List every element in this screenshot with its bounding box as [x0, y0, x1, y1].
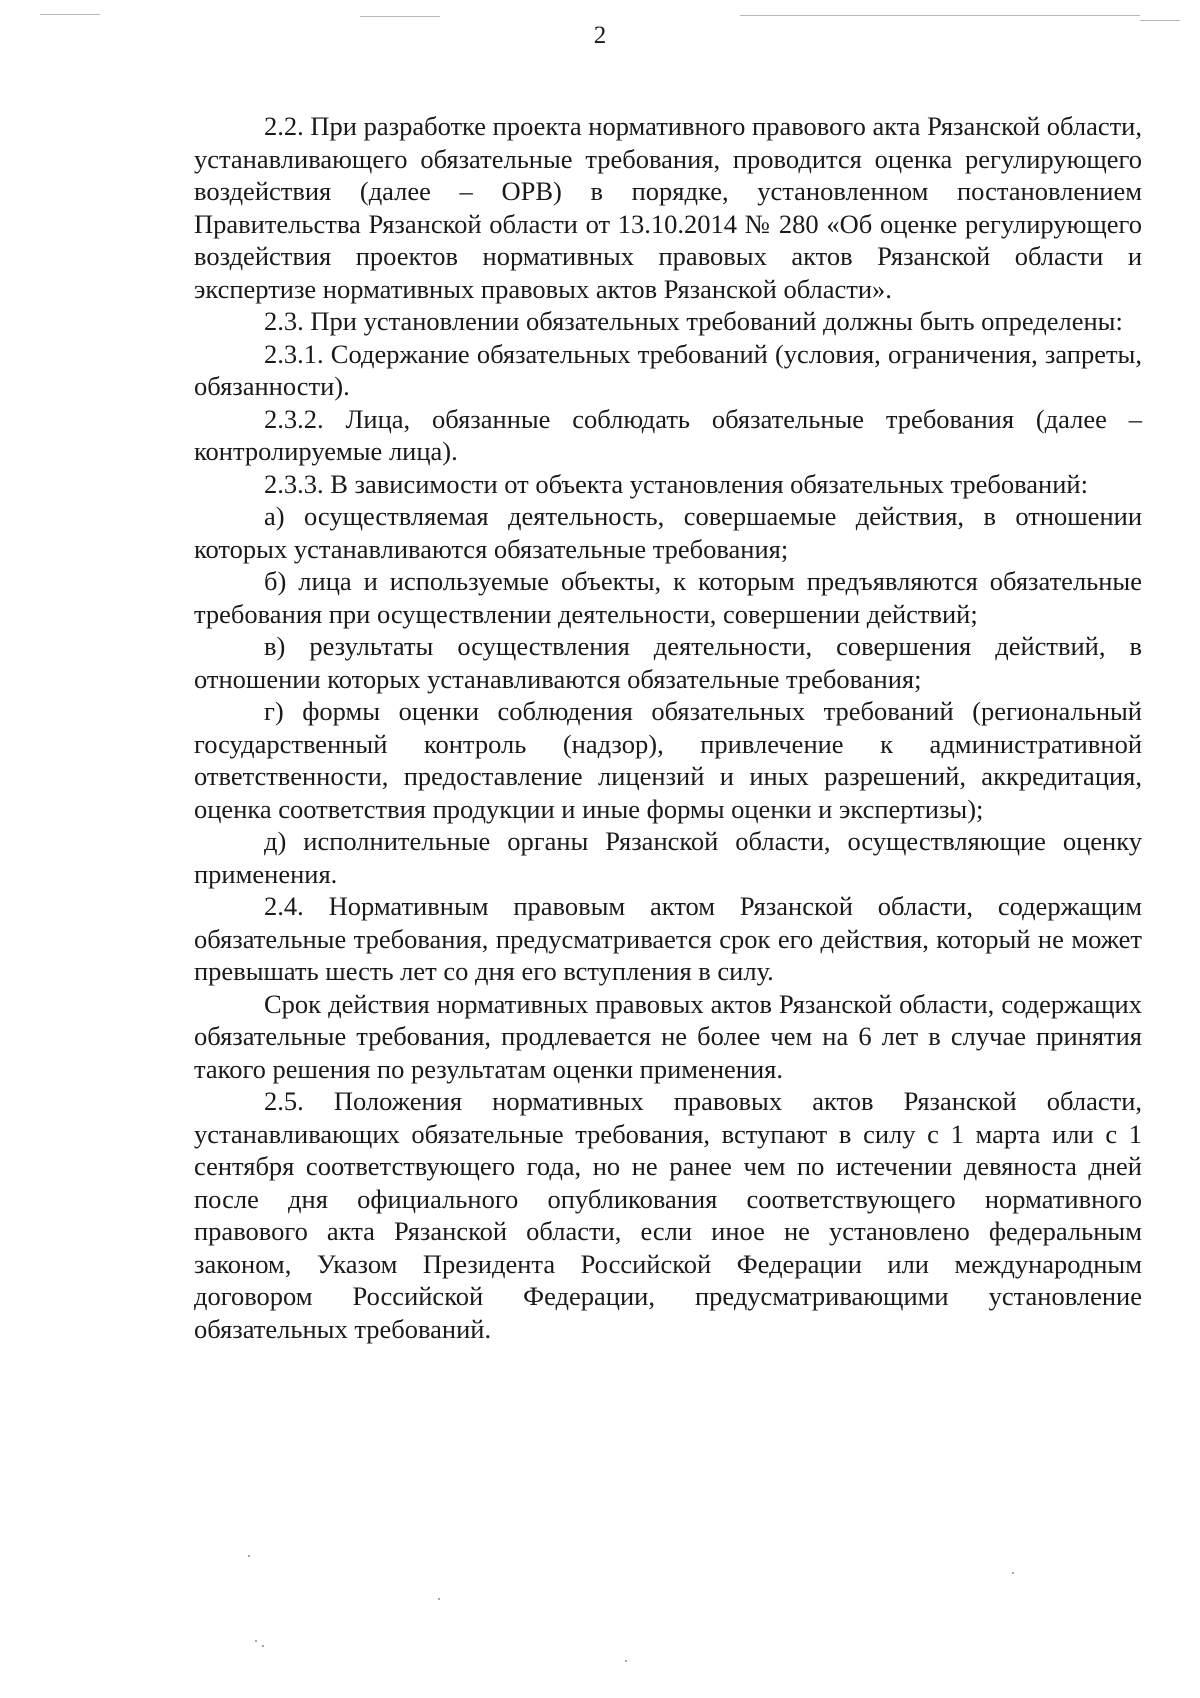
scan-artifact: [40, 14, 100, 15]
list-item-d: д) исполнительные органы Рязанской области, осуществляющие оценку применения.: [194, 826, 1142, 889]
scan-speck: [625, 1660, 627, 1662]
scan-artifact: [1140, 20, 1180, 21]
list-item-g: г) формы оценки соблюдения обязательных требований (региональный государственный контроль (надзор), привлечение к административной ответственности, предоставление лицензий и иных разрешений, аккредитация, оценка соответствия продукции и иные формы оценки и экспертизы);: [194, 696, 1142, 824]
scan-artifact: [740, 15, 1140, 16]
list-item-b: б) лица и используемые объекты, к которым предъявляются обязательные требования при осуществлении деятельности, совершении действий;: [194, 566, 1142, 629]
paragraph-2-5: 2.5. Положения нормативных правовых актов Рязанской области, устанавливающих обязательные требования, вступают в силу с 1 марта или с 1 сентября соответствующего года, но не ранее чем по истечении девяноста дней после дня официального опубликования соответствующего нормативного правового акта Рязанской области, если иное не установлено федеральным законом, Указом Президента Российской Федерации или международным договором Российской Федерации, предусматривающими установление обязательных требований.: [194, 1086, 1142, 1344]
list-item-v: в) результаты осуществления деятельности, совершения действий, в отношении которых устанавливаются обязательные требования;: [194, 631, 1142, 694]
scan-speck: [248, 1555, 250, 1557]
list-item-a: а) осуществляемая деятельность, совершаемые действия, в отношении которых устанавливаются обязательные требования;: [194, 501, 1142, 564]
paragraph-2-3: 2.3. При установлении обязательных требований должны быть определены:: [264, 306, 1123, 336]
scan-speck: [438, 1598, 440, 1600]
scan-speck: [1012, 1572, 1014, 1574]
paragraph-2-4: 2.4. Нормативным правовым актом Рязанской области, содержащим обязательные требования, предусматривается срок его действия, который не может превышать шесть лет со дня его вступления в силу.: [194, 891, 1142, 986]
scan-speck: [255, 1640, 257, 1642]
page-number: 2: [593, 22, 607, 49]
paragraph-2-2: 2.2. При разработке проекта нормативного правового акта Рязанской области, устанавливающего обязательные требования, проводится оценка регулирующего воздействия (далее – ОРВ) в порядке, установленном постановлением Правительства Рязанской области от 13.10.2014 № 280 «Об оценке регулирующего воздействия проектов нормативных правовых актов Рязанской области и экспертизе нормативных правовых актов Рязанской области».: [194, 111, 1142, 304]
paragraph-2-3-2: 2.3.2. Лица, обязанные соблюдать обязательные требования (далее – контролируемые лица).: [194, 403, 1142, 466]
paragraph-2-3-1: 2.3.1. Содержание обязательных требований (условия, ограничения, запреты, обязанности).: [194, 338, 1142, 401]
scan-speck: [262, 1645, 264, 1647]
paragraph-2-3-3: 2.3.3. В зависимости от объекта установления обязательных требований:: [264, 468, 1088, 499]
paragraph-2-4-term: Срок действия нормативных правовых актов Рязанской области, содержащих обязательные требования, продлевается не более чем на 6 лет в случае принятия такого решения по результатам оценки применения.: [194, 988, 1142, 1084]
document-body: [194, 110, 1142, 1345]
scan-artifact: [360, 16, 440, 17]
